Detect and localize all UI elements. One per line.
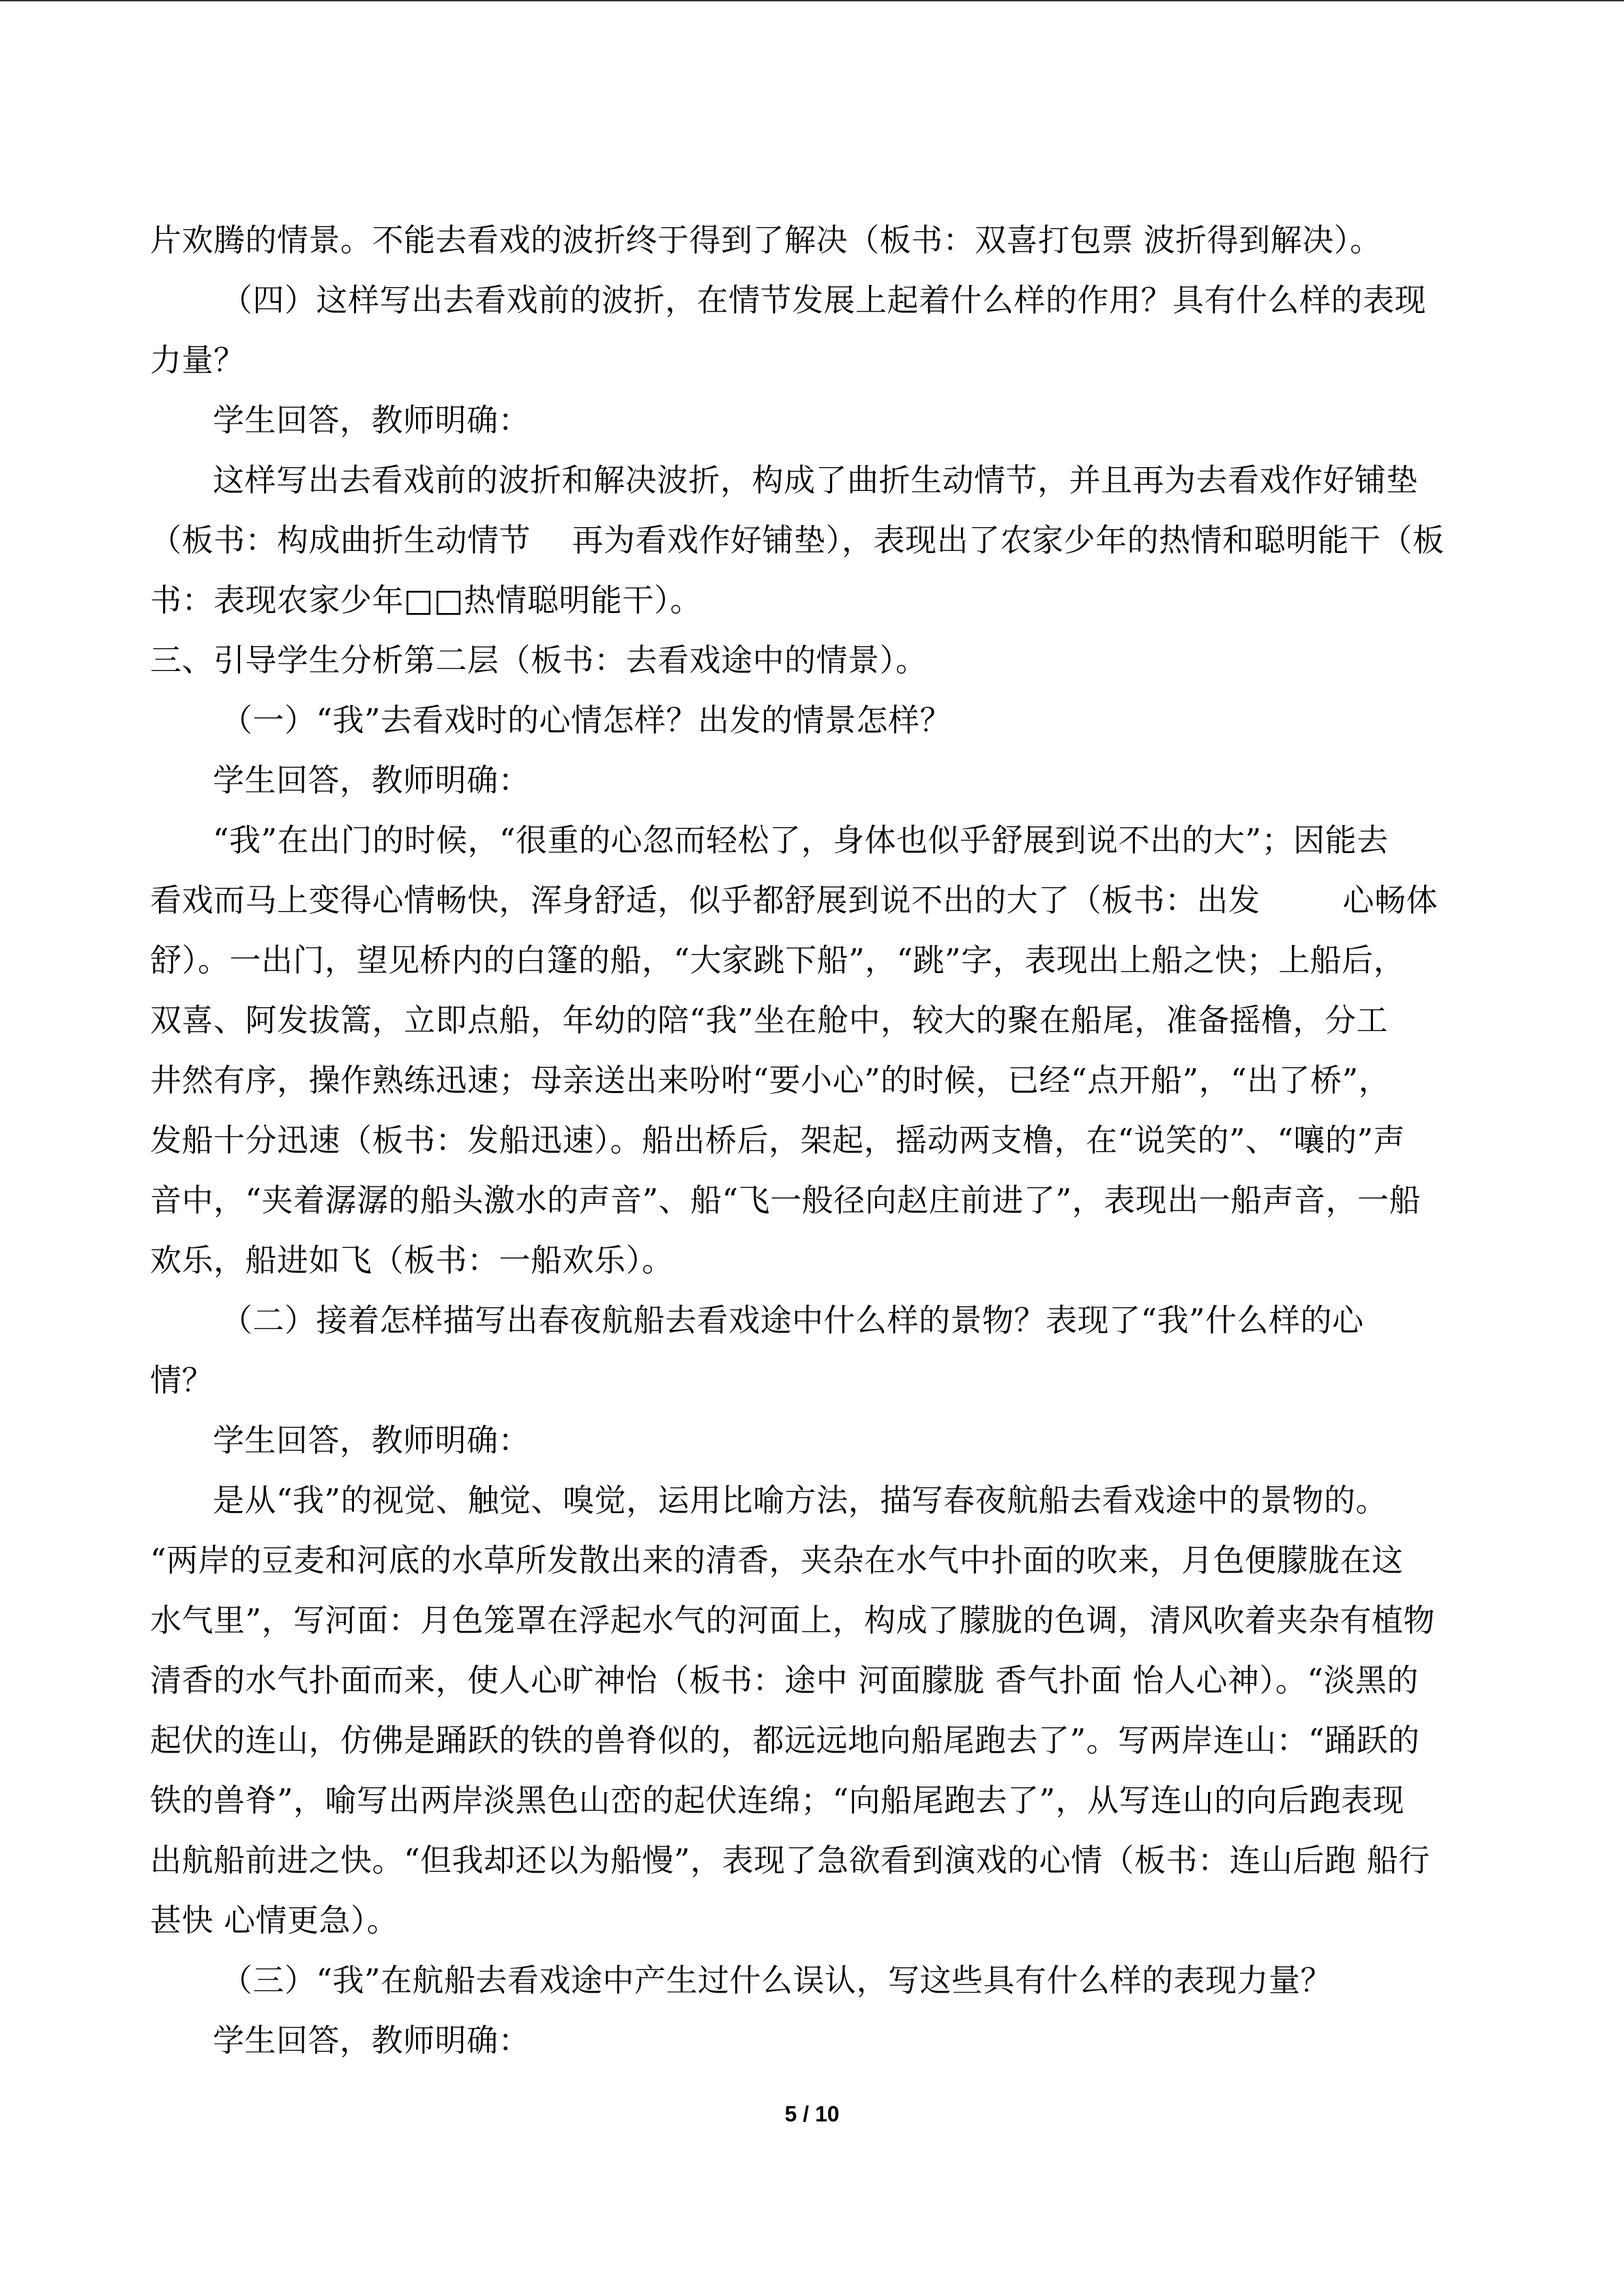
- page-number: 5 / 10: [784, 2102, 840, 2126]
- text-line: 舒）。一出门，望见桥内的白篷的船，“大家跳下船”，“跳”字，表现出上船之快；上船后，: [150, 942, 1406, 979]
- text-line: 发船十分迅速（板书：发船迅速）。船出桥后，架起，摇动两支橹，在“说笑的”、“嚷的”声: [150, 1122, 1406, 1159]
- text-line: 清香的水气扑面而来，使人心旷神怡（板书：途中 河面朦胧 香气扑面 怡人心神）。“淡黑的: [150, 1662, 1419, 1699]
- text-line: （四）这样写出去看戏前的波折，在情节发展上起着什么样的作用？具有什么样的表现: [221, 282, 1426, 318]
- text-line: 起伏的连山，仿佛是踊跃的铁的兽脊似的，都远远地向船尾跑去了”。写两岸连山：“踊跃的: [150, 1722, 1420, 1759]
- top-border-line: [0, 0, 1624, 1]
- text-line: 水气里”，写河面：月色笼罩在浮起水气的河面上，构成了朦胧的色调，清风吹着夹杂有植物: [150, 1602, 1436, 1639]
- text-line: 学生回答，教师明确：: [213, 1422, 530, 1459]
- text-line: 看戏而马上变得心情畅快，浑身舒适，似乎都舒展到说不出的大了（板书：出发 心畅体: [150, 882, 1438, 919]
- text-line: （二）接着怎样描写出春夜航船去看戏途中什么样的景物？表现了“我”什么样的心: [221, 1302, 1364, 1339]
- text-line: （一）“我”去看戏时的心情怎样？出发的情景怎样？: [221, 702, 952, 739]
- text-line: 音中，“夹着潺潺的船头激水的声音”、船“飞一般径向赵庄前进了”，表现出一船声音，一船: [150, 1182, 1421, 1219]
- text-line: 学生回答，教师明确：: [213, 762, 530, 799]
- text-line: 力量？: [150, 342, 246, 378]
- text-line: 铁的兽脊”，喻写出两岸淡黑色山峦的起伏连绵；“向船尾跑去了”，从写连山的向后跑表现: [150, 1782, 1405, 1819]
- text-line: 情？: [150, 1362, 213, 1399]
- text-line: （三）“我”在航船去看戏途中产生过什么误认，写这些具有什么样的表现力量？: [221, 1962, 1333, 1999]
- body-text: [150, 210, 1477, 2070]
- text-line: 这样写出去看戏前的波折和解决波折，构成了曲折生动情节，并且再为去看戏作好铺垫: [213, 462, 1418, 498]
- text-line: 书：表现农家少年□□热情聪明能干）。: [150, 582, 702, 618]
- text-line: 三、引导学生分析第二层（板书：去看戏途中的情景）。: [150, 642, 928, 679]
- text-line: 欢乐，船进如飞（板书：一船欢乐）。: [150, 1242, 674, 1279]
- text-line: 双喜、阿发拔篙，立即点船，年幼的陪“我”坐在舱中，较大的聚在船尾，准备摇橹，分工: [150, 1002, 1389, 1039]
- text-line: “我”在出门的时候，“很重的心忽而轻松了，身体也似乎舒展到说不出的大”；因能去: [213, 822, 1389, 859]
- text-line: 井然有序，操作熟练迅速；母亲送出来吩咐“要小心”的时候，已经“点开船”，“出了桥”，: [150, 1062, 1391, 1099]
- text-line: 学生回答，教师明确：: [213, 402, 530, 438]
- text-line: 甚快 心情更急）。: [150, 1902, 399, 1939]
- text-line: “两岸的豆麦和河底的水草所发散出来的清香，夹杂在水气中扑面的吹来，月色便朦胧在这: [150, 1542, 1404, 1579]
- text-line: 出航船前进之快。“但我却还以为船慢”，表现了急欲看到演戏的心情（板书：连山后跑 船行: [150, 1842, 1430, 1879]
- text-line: 是从“我”的视觉、触觉、嗅觉，运用比喻方法，描写春夜航船去看戏途中的景物的。: [213, 1482, 1388, 1519]
- text-line: 片欢腾的情景。不能去看戏的波折终于得到了解决（板书：双喜打包票 波折得到解决）。: [150, 222, 1382, 258]
- text-line: （板书：构成曲折生动情节 再为看戏作好铺垫），表现出了农家少年的热情和聪明能干（板: [150, 522, 1445, 558]
- text-line: 学生回答，教师明确：: [213, 2022, 530, 2059]
